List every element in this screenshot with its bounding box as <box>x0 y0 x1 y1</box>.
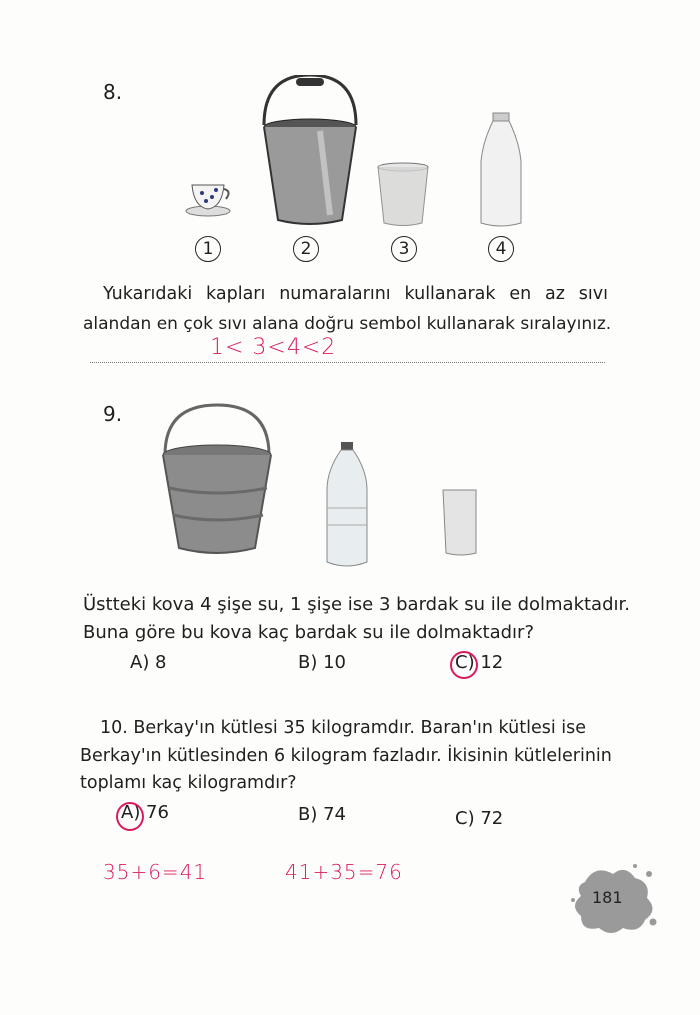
question-8-text-line2: alandan en çok sıvı alana doğru sembol kullanarak sıralayınız. <box>83 314 612 334</box>
page-number: 181 <box>592 888 623 907</box>
question-10-text-line2: Berkay'ın kütlesinden 6 kilogram fazladır. İkisinin kütlelerinin <box>80 746 612 766</box>
question-10-text-line3: toplamı kaç kilogramdır? <box>80 773 297 793</box>
container-label-1: 1 <box>195 236 221 262</box>
teacup-icon <box>186 185 230 216</box>
bucket-icon <box>264 75 356 224</box>
container-label-3: 3 <box>391 236 417 262</box>
question-9-option-c[interactable]: C) 12 <box>455 652 504 673</box>
tall-glass-icon <box>443 490 476 555</box>
question-9-option-b[interactable]: B) 10 <box>298 652 346 673</box>
handwritten-work-1: 35+6=41 <box>103 860 208 884</box>
question-10-option-c[interactable]: C) 72 <box>455 808 504 829</box>
answer-line <box>90 362 605 363</box>
metal-bucket-icon <box>163 405 271 553</box>
question-9-text-line1: Üstteki kova 4 şişe su, 1 şişe ise 3 bardak su ile dolmaktadır. <box>83 594 630 615</box>
question-10-option-b[interactable]: B) 74 <box>298 804 346 825</box>
question-8-number: 8. <box>103 80 123 104</box>
containers-illustration-q9 <box>155 400 485 575</box>
selected-answer-circle <box>116 802 144 831</box>
water-bottle-icon <box>327 442 367 566</box>
question-9-option-a[interactable]: A) 8 <box>130 652 167 673</box>
container-label-4: 4 <box>488 236 514 262</box>
selected-answer-circle <box>450 651 478 679</box>
question-10-option-a[interactable]: A) 76 <box>121 802 169 823</box>
containers-illustration-q8 <box>180 75 540 235</box>
question-9-text-line2: Buna göre bu kova kaç bardak su ile dolmaktadır? <box>83 622 535 643</box>
question-8-text-line1: Yukarıdaki kapları numaralarını kullanarak en az sıvı <box>103 284 608 304</box>
container-label-2: 2 <box>293 236 319 262</box>
glass-icon <box>378 163 428 226</box>
question-8-handwritten-answer: 1< 3<4<2 <box>210 335 337 360</box>
milk-bottle-icon <box>481 113 521 226</box>
handwritten-work-2: 41+35=76 <box>285 860 403 884</box>
question-9-number: 9. <box>103 402 123 426</box>
question-10-text-line1: 10. Berkay'ın kütlesi 35 kilogramdır. Baran'ın kütlesi ise <box>100 718 587 738</box>
